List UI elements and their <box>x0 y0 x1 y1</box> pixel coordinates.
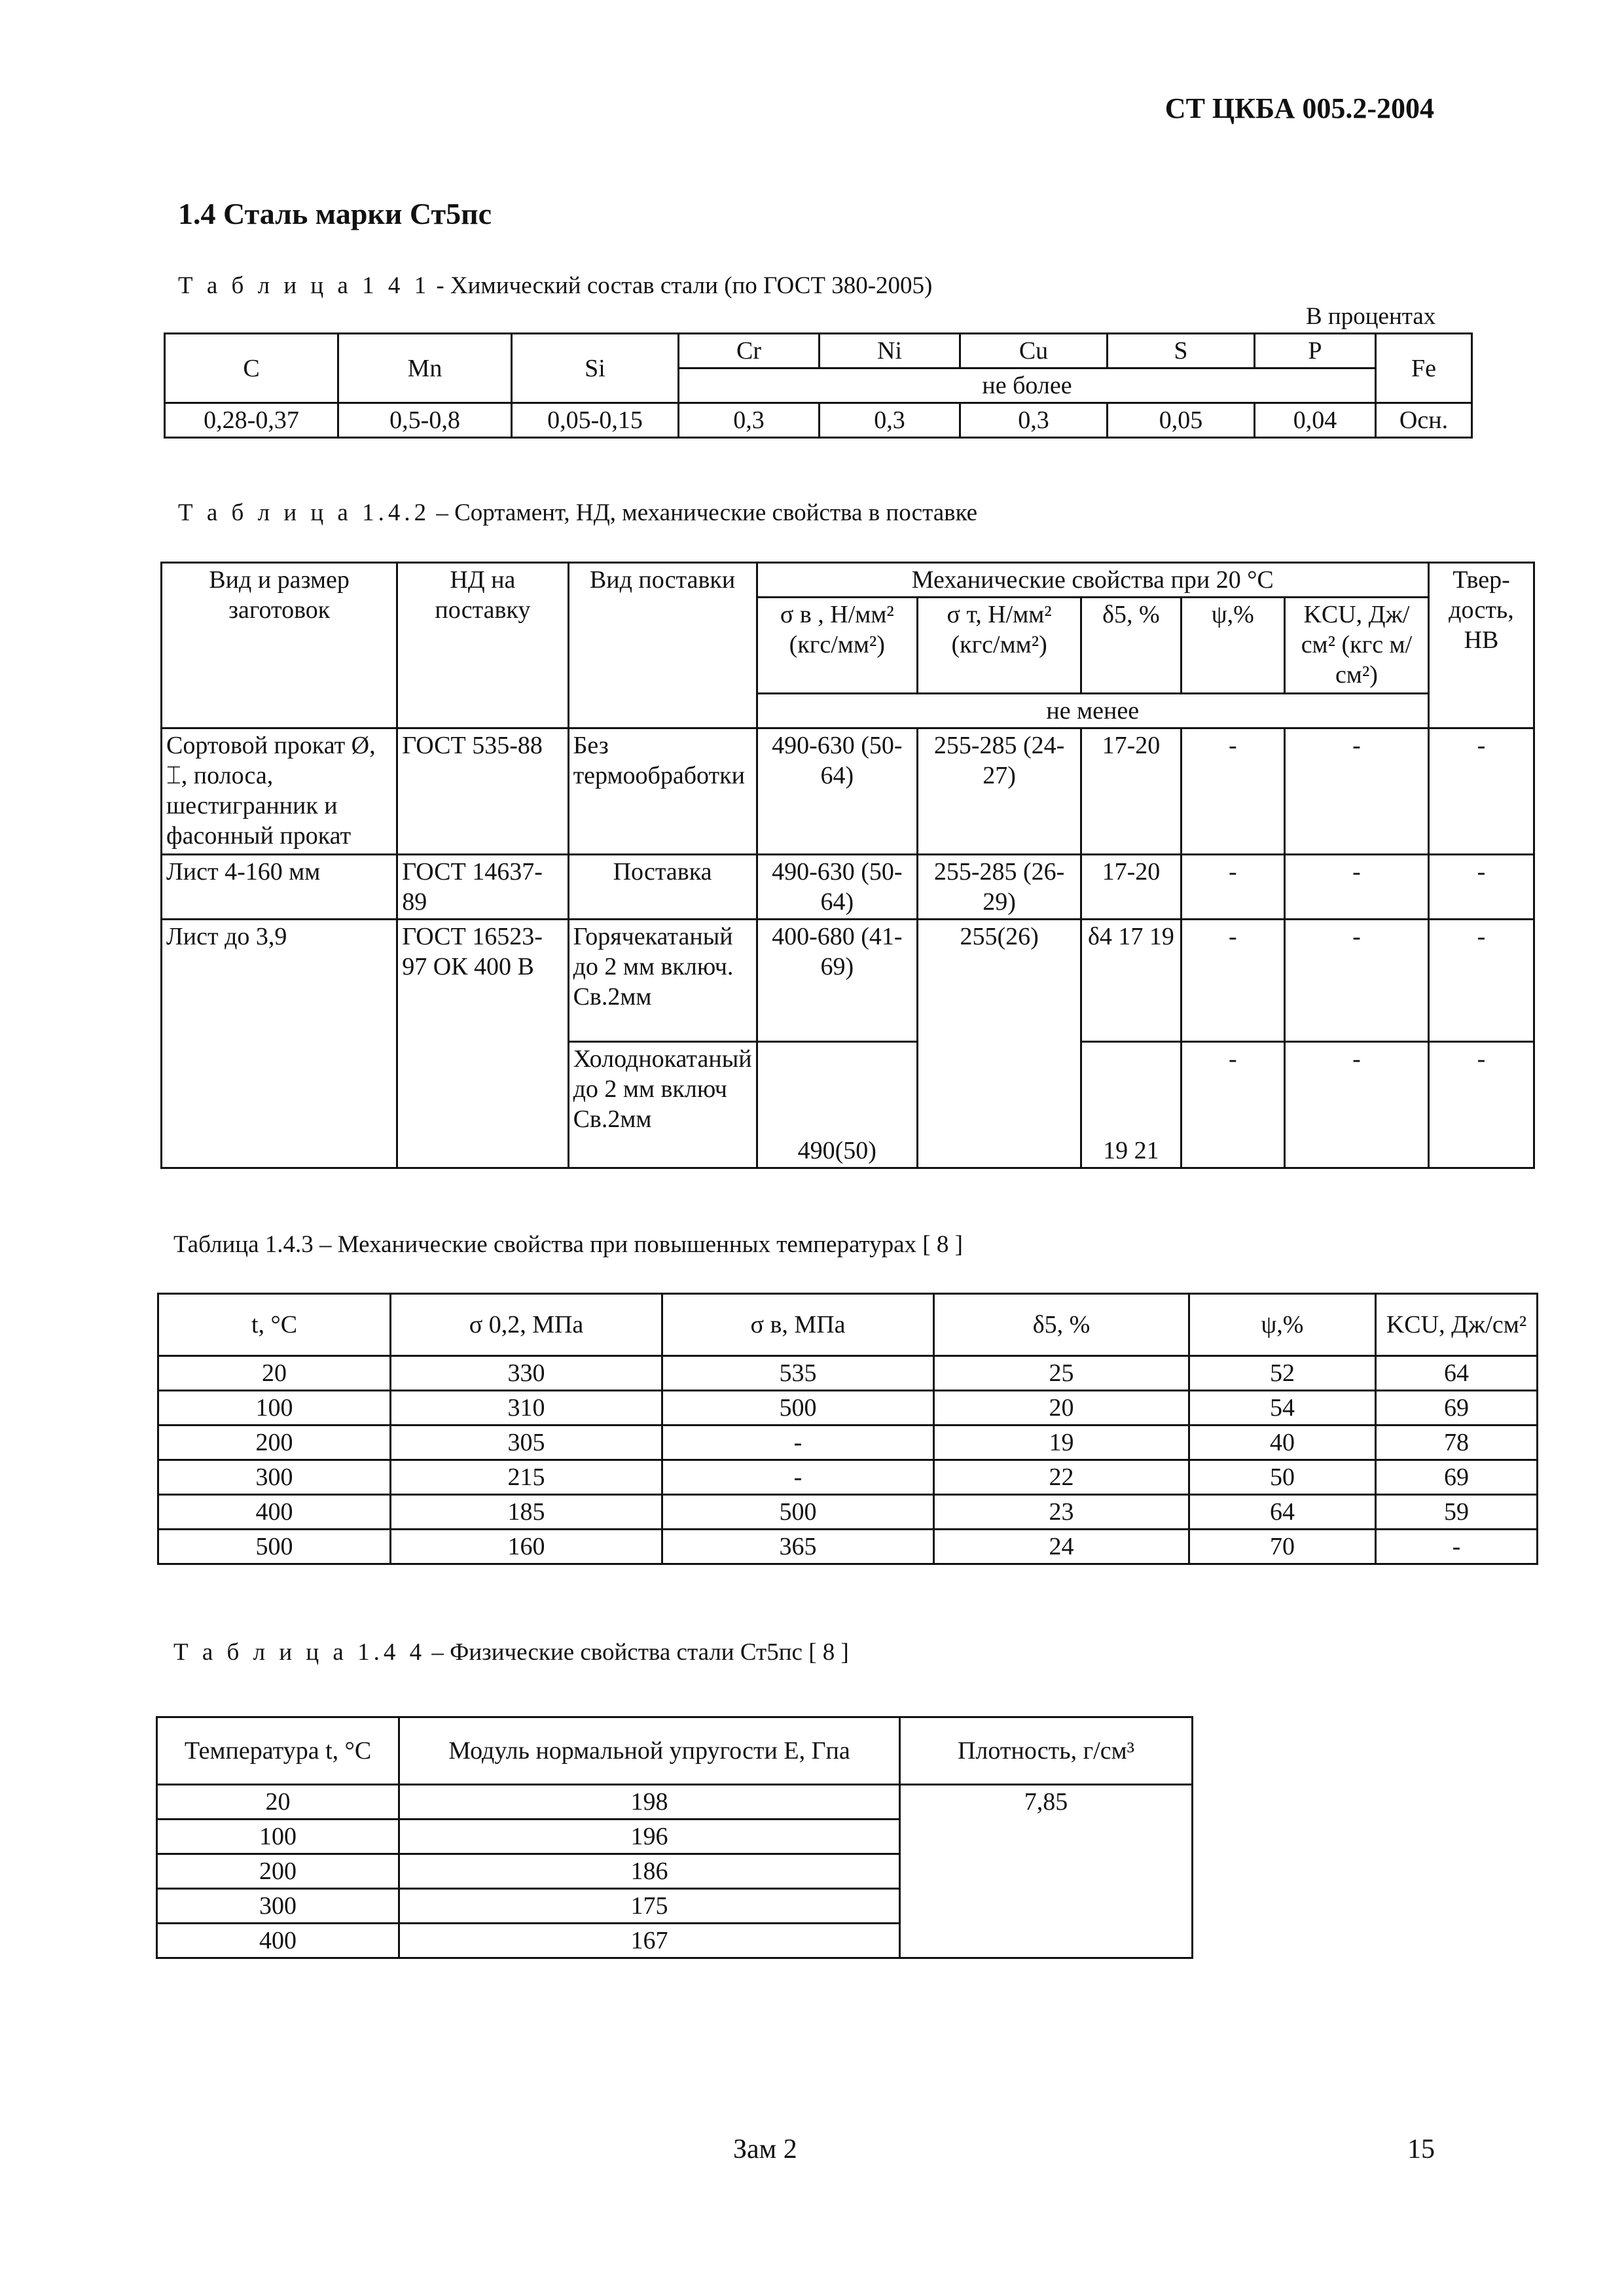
cell: 160 <box>391 1530 662 1564</box>
cell: 50 <box>1189 1460 1376 1495</box>
table4-caption-text: – Физические свойства стали Ст5пс [ 8 ] <box>425 1639 849 1666</box>
header-density: Плотность, г/см³ <box>900 1717 1193 1785</box>
header-cell: C <box>165 334 338 403</box>
cell: 23 <box>934 1495 1189 1530</box>
high-temperature-table <box>157 1293 1538 1565</box>
cell: 215 <box>391 1460 662 1495</box>
table1-caption-text: - Химический состав стали (по ГОСТ 380-2005) <box>430 272 933 299</box>
header-nd: НД на поставку <box>397 563 568 728</box>
header-temperature: Температура t, °С <box>157 1717 399 1785</box>
table-row <box>162 920 1534 1042</box>
cell: 175 <box>399 1889 900 1924</box>
cell: 196 <box>399 1820 900 1854</box>
header-cell: σ 0,2, МПа <box>391 1294 662 1356</box>
cell: 200 <box>158 1426 391 1460</box>
header-cell: Cu <box>960 334 1108 368</box>
cell: Без термообработки <box>568 728 757 855</box>
cell: 54 <box>1189 1391 1376 1426</box>
cell: 25 <box>934 1356 1189 1391</box>
cell: 59 <box>1376 1495 1538 1530</box>
cell: 300 <box>157 1889 399 1924</box>
cell: 78 <box>1376 1426 1538 1460</box>
chemical-composition-table <box>164 332 1473 439</box>
cell: - <box>1428 728 1534 855</box>
subheader-min: не менее <box>757 694 1428 728</box>
cell: 500 <box>158 1530 391 1564</box>
header-delta5: δ5, % <box>1081 598 1182 694</box>
cell: - <box>662 1426 934 1460</box>
cell: - <box>1181 855 1284 920</box>
cell: 70 <box>1189 1530 1376 1564</box>
header-cell: ψ,% <box>1189 1294 1376 1356</box>
cell: Сортовой прокат Ø, ⌶, полоса, шестигранник и фасонный прокат <box>162 728 397 855</box>
header-cell: P <box>1255 334 1376 368</box>
cell: 20 <box>934 1391 1189 1426</box>
table-row <box>158 1356 1538 1391</box>
table-row <box>162 728 1534 855</box>
cell: 186 <box>399 1854 900 1889</box>
cell: Поставка <box>568 855 757 920</box>
cell: 69 <box>1376 1391 1538 1426</box>
cell: - <box>662 1460 934 1495</box>
cell: 255-285 (26-29) <box>918 855 1081 920</box>
header-cell: Cr <box>679 334 820 368</box>
cell: 365 <box>662 1530 934 1564</box>
cell: Лист 4-160 мм <box>162 855 397 920</box>
header-cell: KCU, Дж/см² <box>1376 1294 1538 1356</box>
cell: 22 <box>934 1460 1189 1495</box>
cell: 64 <box>1189 1495 1376 1530</box>
cell: 500 <box>662 1495 934 1530</box>
table-row <box>162 855 1534 920</box>
cell: 535 <box>662 1356 934 1391</box>
table-row <box>165 403 1472 438</box>
cell: Осн. <box>1376 403 1472 438</box>
table2-caption-text: – Сортамент, НД, механические свойства в поставке <box>430 499 978 526</box>
cell: - <box>1428 920 1534 1042</box>
cell: 255(26) <box>918 920 1081 1168</box>
cell: 100 <box>157 1820 399 1854</box>
header-kcu: KCU, Дж/см² (кгс м/см²) <box>1284 598 1428 694</box>
section-title: 1.4 Сталь марки Ст5пс <box>178 197 492 230</box>
header-sigma-t: σ т, Н/мм² (кгс/мм²) <box>918 598 1081 694</box>
density-value: 7,85 <box>900 1785 1193 1958</box>
header-modulus: Модуль нормальной упругости Е, Гпа <box>399 1717 900 1785</box>
cell: - <box>1284 1042 1428 1168</box>
cell: - <box>1181 920 1284 1042</box>
table1-caption-prefix: Т а б л и ц а 1 4 1 <box>178 272 431 299</box>
table2-caption-prefix: Т а б л и ц а 1.4.2 <box>178 499 431 526</box>
supply-properties-table <box>160 562 1535 1169</box>
cell: ГОСТ 16523-97 ОК 400 В <box>397 920 568 1168</box>
cell: 300 <box>158 1460 391 1495</box>
cell: - <box>1284 855 1428 920</box>
cell: Горячекатаный до 2 мм включ. Св.2мм <box>568 920 757 1042</box>
cell: 400 <box>158 1495 391 1530</box>
header-cell: S <box>1108 334 1255 368</box>
header-mech: Механические свойства при 20 °С <box>757 563 1428 598</box>
cell: 19 <box>934 1426 1189 1460</box>
table-row <box>158 1495 1538 1530</box>
header-cell: Mn <box>338 334 512 403</box>
cell: 0,3 <box>820 403 960 438</box>
cell: 64 <box>1376 1356 1538 1391</box>
cell: 0,5-0,8 <box>338 403 512 438</box>
cell: 17-20 <box>1081 855 1182 920</box>
cell: - <box>1428 1042 1534 1168</box>
header-kind: Вид и размер заготовок <box>162 563 397 728</box>
cell: - <box>1181 1042 1284 1168</box>
header-hardness: Твер-дость, НВ <box>1428 563 1534 728</box>
cell: ГОСТ 535-88 <box>397 728 568 855</box>
cell: 17-20 <box>1081 728 1182 855</box>
cell: 24 <box>934 1530 1189 1564</box>
header-supply: Вид поставки <box>568 563 757 728</box>
header-cell: Fe <box>1376 334 1472 403</box>
cell: 0,05 <box>1108 403 1255 438</box>
table1-unit: В процентах <box>1306 303 1436 330</box>
table3-caption: Таблица 1.4.3 – Механические свойства при повышенных температурах [ 8 ] <box>173 1231 963 1258</box>
table-row <box>157 1785 1193 1820</box>
cell: ГОСТ 14637-89 <box>397 855 568 920</box>
cell: 200 <box>157 1854 399 1889</box>
table2-caption <box>178 499 977 527</box>
header-cell: δ5, % <box>934 1294 1189 1356</box>
table1-caption <box>178 272 932 300</box>
cell: - <box>1181 728 1284 855</box>
cell: 19 21 <box>1081 1042 1182 1168</box>
table-row <box>158 1426 1538 1460</box>
cell: 0,3 <box>960 403 1108 438</box>
document-code: СТ ЦКБА 005.2-2004 <box>1164 92 1434 124</box>
cell: 500 <box>662 1391 934 1426</box>
subheader-cell: не более <box>679 368 1376 403</box>
cell: 0,04 <box>1255 403 1376 438</box>
cell: 52 <box>1189 1356 1376 1391</box>
header-psi: ψ,% <box>1181 598 1284 694</box>
cell: 490-630 (50-64) <box>757 855 918 920</box>
cell: 490-630 (50-64) <box>757 728 918 855</box>
cell: 400 <box>157 1924 399 1958</box>
cell: Лист до 3,9 <box>162 920 397 1168</box>
cell: 310 <box>391 1391 662 1426</box>
header-cell: σ в, МПа <box>662 1294 934 1356</box>
cell: 490(50) <box>757 1042 918 1168</box>
table-row <box>158 1530 1538 1564</box>
header-cell: Ni <box>820 334 960 368</box>
physical-properties-table <box>156 1716 1193 1959</box>
cell: 0,3 <box>679 403 820 438</box>
cell: 0,05-0,15 <box>512 403 679 438</box>
cell: 255-285 (24-27) <box>918 728 1081 855</box>
cell: 100 <box>158 1391 391 1426</box>
cell: - <box>1284 728 1428 855</box>
header-cell: t, °С <box>158 1294 391 1356</box>
table4-caption-prefix: Т а б л и ц а 1.4 4 <box>173 1639 426 1666</box>
cell: 69 <box>1376 1460 1538 1495</box>
cell: 167 <box>399 1924 900 1958</box>
cell: 20 <box>158 1356 391 1391</box>
cell: 305 <box>391 1426 662 1460</box>
page-number: 15 <box>1407 2134 1435 2164</box>
cell: 198 <box>399 1785 900 1820</box>
cell: Холоднокатаный до 2 мм включ Св.2мм <box>568 1042 757 1168</box>
table-row <box>158 1460 1538 1495</box>
cell: 20 <box>157 1785 399 1820</box>
cell: 185 <box>391 1495 662 1530</box>
cell: 0,28-0,37 <box>165 403 338 438</box>
cell: - <box>1428 855 1534 920</box>
cell: 400-680 (41-69) <box>757 920 918 1042</box>
cell: 40 <box>1189 1426 1376 1460</box>
header-sigma-b: σ в , Н/мм² (кгс/мм²) <box>757 598 918 694</box>
cell: δ4 17 19 <box>1081 920 1182 1042</box>
table4-caption <box>173 1638 849 1666</box>
cell: - <box>1284 920 1428 1042</box>
cell: 330 <box>391 1356 662 1391</box>
cell: - <box>1376 1530 1538 1564</box>
table-row <box>158 1391 1538 1426</box>
footer-change-note: Зам 2 <box>733 2134 797 2164</box>
header-cell: Si <box>512 334 679 403</box>
